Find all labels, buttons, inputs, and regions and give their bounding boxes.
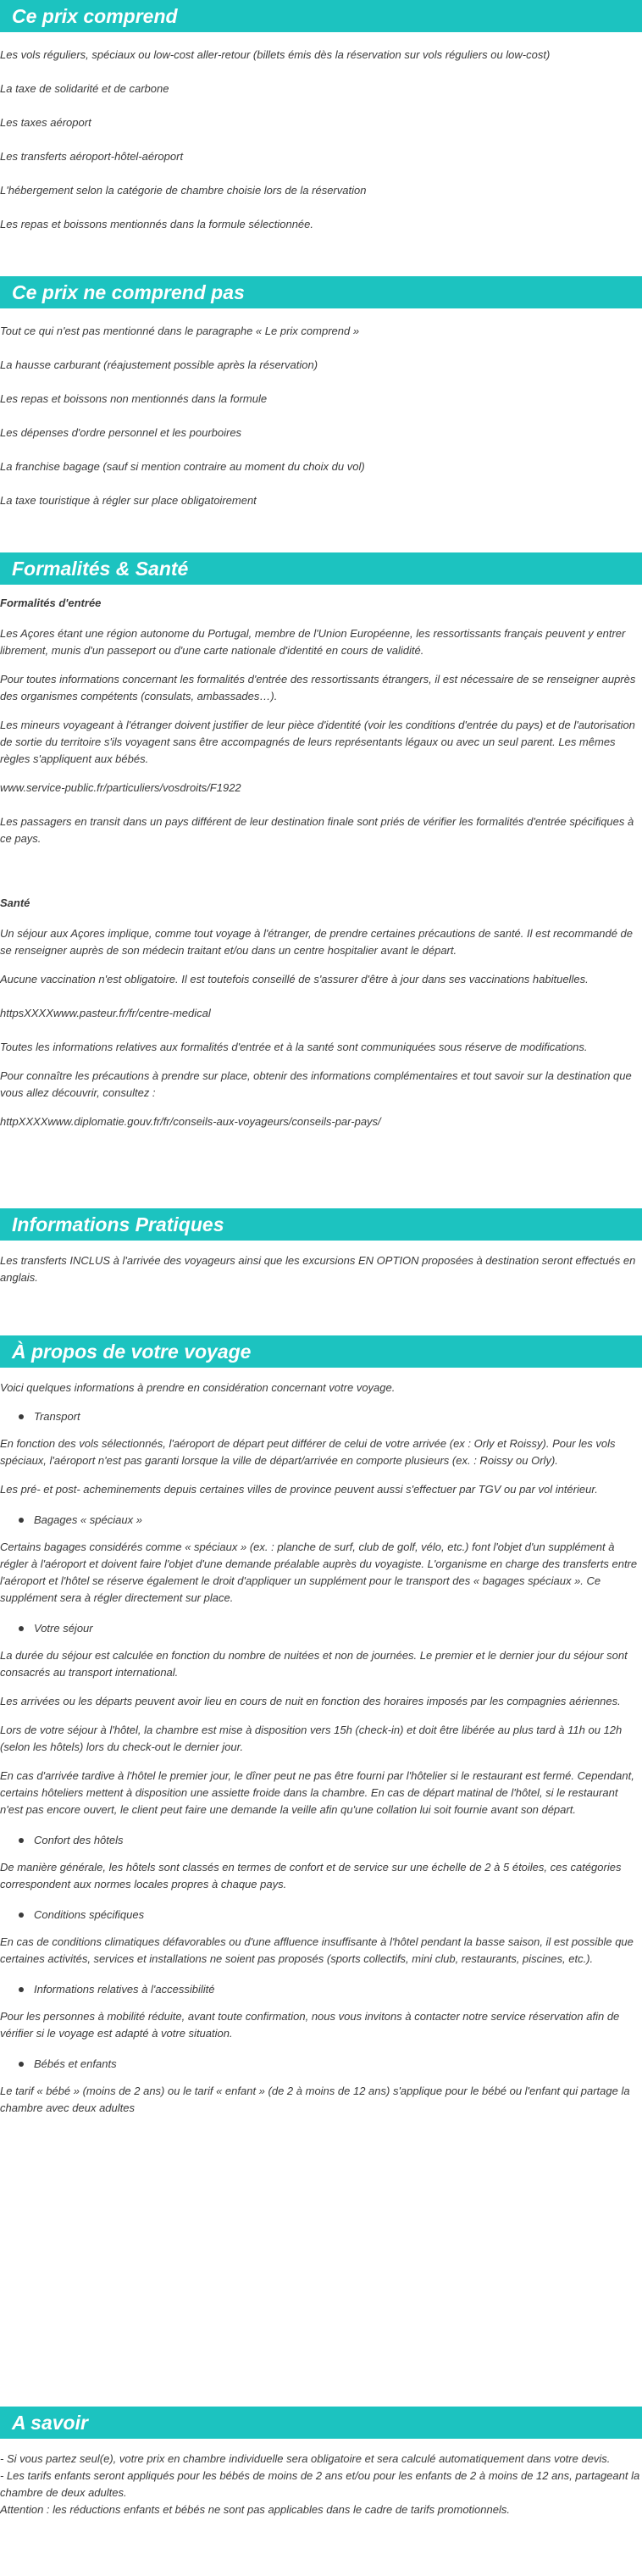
link-pasteur[interactable]: httpsXXXXwww.pasteur.fr/fr/centre-medical bbox=[0, 1007, 211, 1019]
list-item: La taxe touristique à régler sur place obligatoirement bbox=[0, 494, 257, 507]
list-item: Les transferts aéroport-hôtel-aéroport bbox=[0, 150, 184, 163]
list-item: Les repas et boissons non mentionnés dans la formule bbox=[0, 392, 268, 405]
paragraph: Les passagers en transit dans un pays différent de leur destination finale sont priés de vérifier les formalités d'entrée spécifiques à ce pays. bbox=[0, 815, 634, 845]
bullet-label: Bébés et enfants bbox=[34, 2057, 117, 2070]
link-service-public[interactable]: www.service-public.fr/particuliers/vosdroits/F1922 bbox=[0, 781, 241, 794]
bullet-icon bbox=[19, 1838, 24, 1843]
bullet-label: Informations relatives à l'accessibilité bbox=[34, 1983, 215, 1996]
list-item: L'hébergement selon la catégorie de chambre choisie lors de la réservation bbox=[0, 184, 367, 197]
list-item: La hausse carburant (réajustement possible après la réservation) bbox=[0, 358, 318, 371]
bullet-item bbox=[0, 1408, 642, 1425]
paragraph: En cas de conditions climatiques défavorables ou d'une affluence insuffisante à l'hôtel pendant la basse saison, il est possible que certaines activités, services et installations ne soient pas proposés (sports collectifs, mini club, restaurants, piscines, etc.). bbox=[0, 1935, 634, 1965]
paragraph: De manière générale, les hôtels sont classés en termes de confort et de service sur une échelle de 2 à 5 étoiles, ces catégories correspondent aux normes locales propres à chaque pays. bbox=[0, 1861, 622, 1890]
section-title-know: A savoir bbox=[0, 2407, 642, 2439]
bullet-item bbox=[0, 2056, 642, 2073]
paragraph: Pour connaître les précautions à prendre sur place, obtenir des informations complémentaires et tout savoir sur la destination que vous allez découvrir, consultez : bbox=[0, 1069, 632, 1099]
list-item: Les repas et boissons mentionnés dans la formule sélectionnée. bbox=[0, 218, 313, 230]
bullet-icon bbox=[19, 1913, 24, 1918]
bullet-item bbox=[0, 1907, 642, 1924]
paragraph: En cas d'arrivée tardive à l'hôtel le premier jour, le dîner peut ne pas être fourni par l'hôtelier si le restaurant est fermé. Cependant, certains hôteliers mettent à disposition une assiette froide dans la chambre. En cas de départ matinal de l'hôtel, si le restaurant n'est pas encore ouvert, le client peut faire une demande la veille afin qu'une collation lui soit fournie avant son départ. bbox=[0, 1769, 634, 1816]
bullet-icon bbox=[19, 1414, 24, 1419]
section-title-excluded: Ce prix ne comprend pas bbox=[0, 276, 642, 308]
section-title-formalities: Formalités & Santé bbox=[0, 552, 642, 585]
section-included bbox=[0, 0, 642, 233]
section-about bbox=[0, 1335, 642, 2117]
bullet-icon bbox=[19, 1987, 24, 1992]
subheading-entry: Formalités d'entrée bbox=[0, 597, 102, 609]
list-item: La taxe de solidarité et de carbone bbox=[0, 82, 169, 95]
paragraph: Le tarif « bébé » (moins de 2 ans) ou le tarif « enfant » (de 2 à moins de 12 ans) s'applique pour le bébé ou l'enfant qui partage la chambre avec deux adultes bbox=[0, 2085, 630, 2114]
bullet-item bbox=[0, 1832, 642, 1849]
paragraph: Pour les personnes à mobilité réduite, avant toute confirmation, nous vous invitons à contacter notre service réservation afin de vérifier si le voyage est adapté à votre situation. bbox=[0, 2010, 620, 2040]
paragraph: - Les tarifs enfants seront appliqués pour les bébés de moins de 2 ans et/ou pour les enfants de 2 à moins de 12 ans, partageant la chambre de deux adultes. bbox=[0, 2469, 640, 2499]
paragraph: Attention : les réductions enfants et bébés ne sont pas applicables dans le cadre de tarifs promotionnels. bbox=[0, 2503, 510, 2516]
paragraph: Les arrivées ou les départs peuvent avoir lieu en cours de nuit en fonction des horaires imposés par les compagnies aériennes. bbox=[0, 1695, 621, 1707]
list-item: La franchise bagage (sauf si mention contraire au moment du choix du vol) bbox=[0, 460, 365, 473]
section-title-included: Ce prix comprend bbox=[0, 0, 642, 32]
bullet-item bbox=[0, 1512, 642, 1529]
paragraph: La durée du séjour est calculée en fonction du nombre de nuitées et non de journées. Le premier et le dernier jour du séjour sont consacrés au transport international. bbox=[0, 1649, 628, 1679]
list-item: Les vols réguliers, spéciaux ou low-cost aller-retour (billets émis dès la réservation sur vols réguliers ou low-cost) bbox=[0, 48, 551, 61]
paragraph: Un séjour aux Açores implique, comme tout voyage à l'étranger, de prendre certaines précautions de santé. Il est recommandé de se renseigner auprès de son médecin traitant et/ou dans un centre hospitalier avant le départ. bbox=[0, 927, 634, 957]
paragraph: Les Açores étant une région autonome du Portugal, membre de l'Union Européenne, les ressortissants français peuvent y entrer librement, munis d'un passeport ou d'une carte nationale d'identité en cours de validité. bbox=[0, 627, 626, 657]
section-title-practical: Informations Pratiques bbox=[0, 1208, 642, 1241]
list-item: Les dépenses d'ordre personnel et les pourboires bbox=[0, 426, 242, 439]
bullet-icon bbox=[19, 1626, 24, 1631]
paragraph: Aucune vaccination n'est obligatoire. Il est toutefois conseillé de s'assurer d'être à jour dans ses vaccinations habituelles. bbox=[0, 973, 589, 985]
bullet-label: Confort des hôtels bbox=[34, 1834, 124, 1846]
section-excluded bbox=[0, 276, 642, 509]
bullet-label: Bagages « spéciaux » bbox=[34, 1513, 142, 1526]
section-title-about: À propos de votre voyage bbox=[0, 1335, 642, 1368]
subheading-health: Santé bbox=[0, 897, 30, 909]
bullet-label: Votre séjour bbox=[34, 1622, 93, 1635]
paragraph: Les pré- et post- acheminements depuis certaines villes de province peuvent aussi s'effectuer par TGV ou par vol intérieur. bbox=[0, 1483, 598, 1496]
paragraph: Lors de votre séjour à l'hôtel, la chambre est mise à disposition vers 15h (check-in) et doit être libérée au plus tard à 11h ou 12h (selon les hôtels) lors du check-out le dernier jour. bbox=[0, 1724, 623, 1753]
section-formalities bbox=[0, 552, 642, 1130]
bullet-icon bbox=[19, 2062, 24, 2067]
paragraph: Toutes les informations relatives aux formalités d'entrée et à la santé sont communiquées sous réserve de modifications. bbox=[0, 1041, 588, 1053]
bullet-label: Transport bbox=[34, 1410, 80, 1423]
paragraph: Les mineurs voyageant à l'étranger doivent justifier de leur pièce d'identité (voir les conditions d'entrée du pays) et de l'autorisation de sortie du territoire s'ils voyagent sans être accompagnés de leurs représentants légaux ou avec un seul parent. Les mêmes règles s'appliquent aux bébés. bbox=[0, 719, 635, 765]
paragraph: En fonction des vols sélectionnés, l'aéroport de départ peut différer de celui de votre arrivée (ex : Orly et Roissy). Pour les vols spéciaux, l'aéroport n'est pas garanti lorsque la ville de départ/arrivée en comporte plusieurs (ex. : Roissy ou Orly). bbox=[0, 1437, 616, 1467]
paragraph: Voici quelques informations à prendre en considération concernant votre voyage. bbox=[0, 1381, 396, 1394]
paragraph: Les transferts INCLUS à l'arrivée des voyageurs ainsi que les excursions EN OPTION proposées à destination seront effectués en anglais. bbox=[0, 1254, 636, 1284]
list-item: Tout ce qui n'est pas mentionné dans le paragraphe « Le prix comprend » bbox=[0, 325, 360, 337]
bullet-icon bbox=[19, 1518, 24, 1523]
paragraph: Pour toutes informations concernant les formalités d'entrée des ressortissants étrangers, il est nécessaire de se renseigner auprès des organismes compétents (consulats, ambassades…). bbox=[0, 673, 636, 702]
bullet-label: Conditions spécifiques bbox=[34, 1908, 145, 1921]
section-know bbox=[0, 2407, 642, 2518]
paragraph: Certains bagages considérés comme « spéciaux » (ex. : planche de surf, club de golf, vélo, etc.) font l'objet d'un supplément à régler à l'aéroport et doivent faire l'objet d'une demande préalable auprès du voyagiste. L'organisme en charge des transferts entre l'aéroport et l'hôtel se réserve également le droit d'appliquer un supplément pour le transport des « bagages spéciaux ». Ce supplément sera à régler directement sur place. bbox=[0, 1541, 638, 1604]
bullet-item bbox=[0, 1981, 642, 1998]
list-item: Les taxes aéroport bbox=[0, 116, 91, 129]
paragraph: - Si vous partez seul(e), votre prix en chambre individuelle sera obligatoire et sera calculé automatiquement dans votre devis. bbox=[0, 2452, 611, 2465]
bullet-item bbox=[0, 1620, 642, 1637]
link-diplomatie[interactable]: httpXXXXwww.diplomatie.gouv.fr/fr/conseils-aux-voyageurs/conseils-par-pays/ bbox=[0, 1115, 381, 1128]
section-practical bbox=[0, 1208, 642, 1286]
